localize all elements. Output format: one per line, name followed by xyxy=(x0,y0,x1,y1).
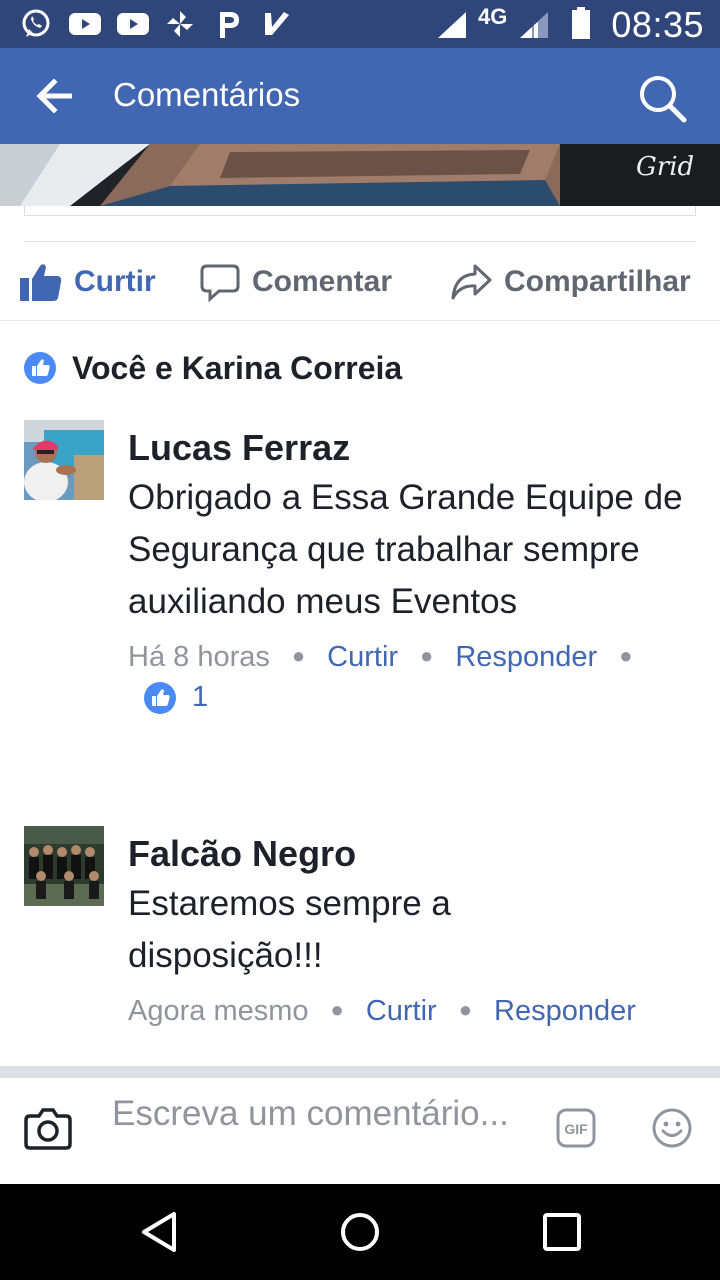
like-button[interactable] xyxy=(20,262,156,302)
signal-icon xyxy=(518,10,550,40)
youtube-icon xyxy=(116,8,150,40)
comment-time: Agora mesmo xyxy=(128,995,309,1027)
comment-label: Comentar xyxy=(252,265,393,298)
comment-meta: Agora mesmo ● Curtir ● Responder xyxy=(128,995,636,1027)
reaction-count: 1 xyxy=(192,681,209,713)
share-label: Compartilhar xyxy=(504,265,691,298)
back-arrow-icon[interactable] xyxy=(30,74,80,118)
comment-author[interactable]: Lucas Ferraz xyxy=(128,427,351,468)
clock: 08:35 xyxy=(611,4,704,45)
page-title: Comentários xyxy=(113,76,301,113)
thumbs-up-icon xyxy=(20,262,62,302)
comment-like-button[interactable]: Curtir xyxy=(327,641,399,673)
comment-like-button[interactable]: Curtir xyxy=(365,995,437,1027)
parking-icon xyxy=(214,8,242,40)
app-bar xyxy=(0,48,720,144)
system-nav-bar xyxy=(0,1184,720,1280)
avatar[interactable] xyxy=(24,826,104,906)
battery-icon xyxy=(570,6,592,40)
post-image[interactable] xyxy=(0,144,720,206)
comment-text: Estaremos sempre a disposição!!! xyxy=(128,884,451,975)
network-type: 4G xyxy=(478,4,508,29)
divider xyxy=(0,1066,720,1078)
share-button[interactable] xyxy=(450,262,691,302)
share-arrow-icon xyxy=(450,262,492,302)
avatar[interactable] xyxy=(24,420,104,500)
search-icon[interactable] xyxy=(636,72,688,124)
like-label: Curtir xyxy=(74,265,156,298)
reactions-summary-text: Você e Karina Correia xyxy=(72,349,403,386)
reactions-summary[interactable] xyxy=(24,346,402,390)
task-icon xyxy=(262,8,292,40)
whatsapp-icon xyxy=(20,8,52,40)
nav-back-icon[interactable] xyxy=(138,1210,182,1254)
post-card-frame xyxy=(24,206,696,216)
comment-reply-button[interactable]: Responder xyxy=(494,995,636,1027)
comment-author[interactable]: Falcão Negro xyxy=(128,833,357,874)
divider xyxy=(24,241,696,242)
comment-reactions[interactable] xyxy=(144,681,688,714)
nav-home-icon[interactable] xyxy=(338,1210,382,1254)
comment-meta: Há 8 horas ● Curtir ● Responder ● xyxy=(128,641,633,673)
comment-composer xyxy=(0,1078,720,1184)
like-badge-icon xyxy=(24,352,56,384)
comment-time: Há 8 horas xyxy=(128,641,270,673)
camera-icon[interactable] xyxy=(24,1106,72,1150)
divider xyxy=(0,320,720,321)
comment-input[interactable]: Escreva um comentário... xyxy=(112,1094,509,1133)
image-watermark: Grid xyxy=(636,152,695,182)
pinwheel-icon xyxy=(164,8,196,40)
like-badge-icon xyxy=(144,682,176,714)
comment-text: Obrigado a Essa Grande Equipe de Segurança que trabalhar sempre auxiliando meus Eventos xyxy=(128,478,683,621)
nav-recents-icon[interactable] xyxy=(540,1210,584,1254)
emoji-icon[interactable] xyxy=(652,1108,692,1148)
gif-label: GIF xyxy=(564,1121,588,1137)
comment-button[interactable] xyxy=(200,262,392,302)
youtube-icon xyxy=(68,8,102,40)
comment-reply-button[interactable]: Responder xyxy=(455,641,598,673)
status-bar xyxy=(0,0,720,48)
signal-icon xyxy=(436,10,468,40)
comment-bubble-icon xyxy=(200,262,240,302)
gif-icon[interactable] xyxy=(556,1108,596,1148)
